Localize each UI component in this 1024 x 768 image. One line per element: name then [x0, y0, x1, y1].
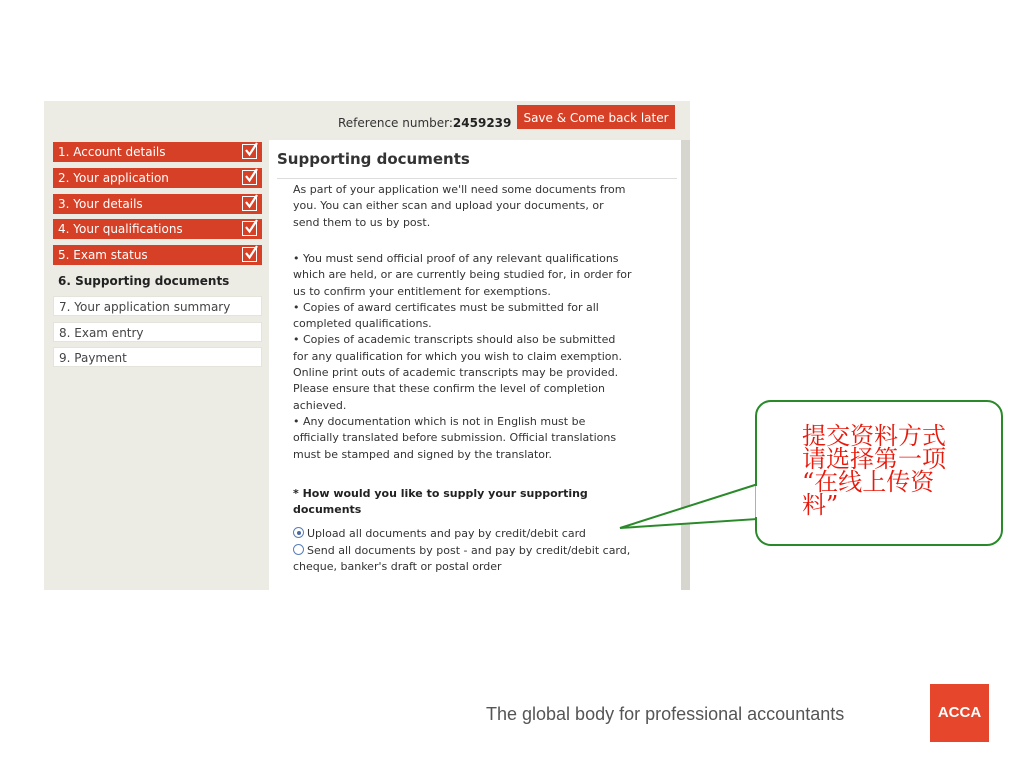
page-title: Supporting documents	[277, 150, 470, 168]
question-line: * How would you like to supply your supporting	[293, 487, 588, 500]
step-label: 5. Exam status	[58, 248, 148, 262]
requirement-line: achieved.	[293, 398, 347, 412]
intro-line: send them to us by post.	[293, 215, 431, 229]
requirement-line: officially translated before submission. Official translations	[293, 431, 617, 445]
question-line: documents	[293, 503, 362, 517]
requirement-line: • Any documentation which is not in English must be	[293, 414, 586, 428]
requirement-line: • Copies of award certificates must be submitted for all	[293, 300, 599, 314]
requirement-line: • You must send official proof of any relevant qualifications	[293, 252, 619, 265]
requirement-line: Please ensure that these confirm the level of completion	[293, 382, 605, 396]
intro-line: As part of your application we'll need some documents from	[293, 183, 626, 196]
reference-number-value: 2459239	[452, 116, 512, 130]
save-come-back-later-button[interactable]: Save & Come back later	[517, 105, 675, 129]
step-label: 8. Exam entry	[59, 326, 144, 340]
step-label: 7. Your application summary	[59, 300, 231, 314]
step-label: 2. Your application	[58, 171, 169, 185]
intro-line: you. You can either scan and upload your documents, or	[293, 199, 604, 213]
callout-line: 请选择第一项	[802, 445, 946, 473]
requirement-line: must be stamped and signed by the translator.	[293, 447, 553, 461]
step-label: 1. Account details	[58, 145, 166, 159]
callout-line: 提交资料方式	[802, 422, 946, 450]
callout-line: 料”	[802, 491, 839, 519]
requirement-line: completed qualifications.	[293, 317, 432, 331]
step-label: 9. Payment	[59, 351, 127, 365]
acca-logo: ACCA	[930, 684, 989, 742]
requirement-line: which are held, or are currently being studied for, in order for	[293, 268, 632, 282]
option-post-label-continued: cheque, banker's draft or postal order	[293, 560, 502, 574]
callout-line: “在线上传资	[802, 468, 935, 496]
step-label: 3. Your details	[58, 197, 143, 211]
requirement-line: Online print outs of academic transcripts may be provided.	[293, 366, 619, 380]
callout-text	[802, 422, 962, 519]
option-upload-label[interactable]: Upload all documents and pay by credit/debit card	[307, 527, 586, 540]
step-label: 4. Your qualifications	[58, 222, 183, 236]
footer-tagline: The global body for professional accountants	[486, 704, 845, 724]
requirement-line: • Copies of academic transcripts should also be submitted	[293, 333, 616, 347]
option-post-label[interactable]: Send all documents by post - and pay by credit/debit card,	[307, 544, 631, 557]
step-label: 6. Supporting documents	[58, 274, 230, 288]
requirement-line: us to confirm your entitlement for exemptions.	[293, 284, 551, 298]
reference-number-label: Reference number:	[338, 116, 453, 130]
requirement-line: for any qualification for which you wish to claim exemption.	[293, 349, 622, 363]
